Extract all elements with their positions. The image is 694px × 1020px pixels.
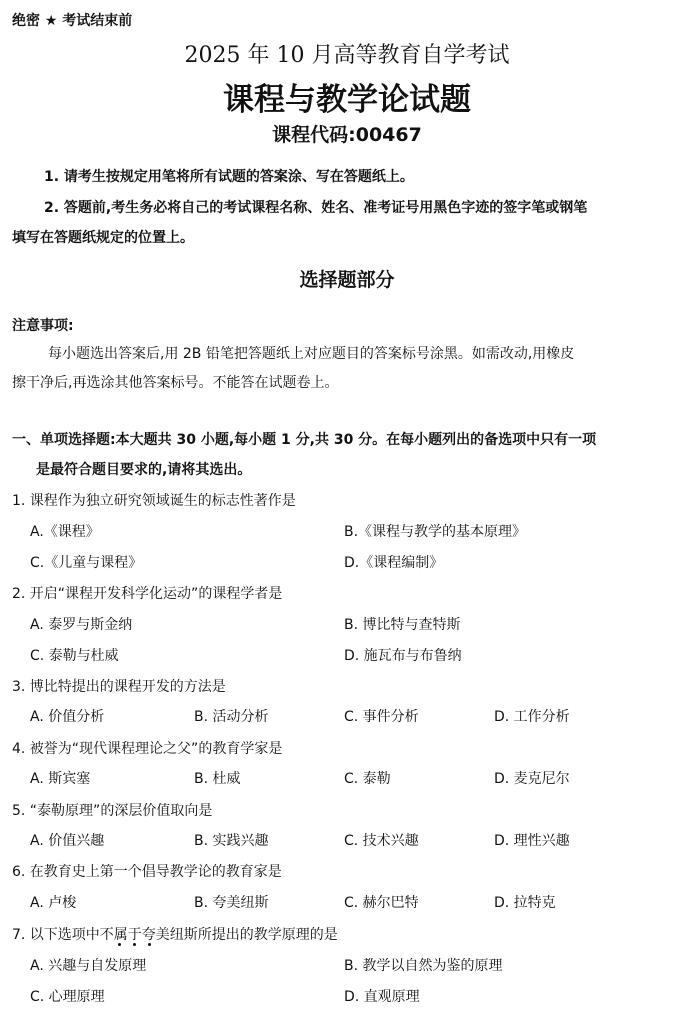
question-5-option-a: A. 价值兴趣 (30, 833, 105, 849)
question-3-option-c: C. 事件分析 (344, 709, 419, 725)
emphasis-dot (133, 943, 136, 946)
instruction-2-cont: 填写在答题纸规定的位置上。 (12, 230, 194, 246)
question-2-option-c: C. 泰勒与杜威 (30, 648, 119, 664)
question-3: 3. 博比特提出的课程开发的方法是 (12, 679, 226, 695)
question-6-option-c: C. 赫尔巴特 (344, 895, 419, 911)
question-4-option-b: B. 杜威 (194, 771, 241, 787)
question-3-option-b: B. 活动分析 (194, 709, 269, 725)
confidential-mark: 绝密 ★ 考试结束前 (12, 13, 133, 29)
question-3-option-a: A. 价值分析 (30, 709, 105, 725)
question-1-option-d: D.《课程编制》 (344, 555, 444, 571)
question-4-option-a: A. 斯宾塞 (30, 771, 91, 787)
section-heading-cont: 是最符合题目要求的,请将其选出。 (36, 462, 252, 478)
question-4-option-c: C. 泰勒 (344, 771, 391, 787)
question-1: 1. 课程作为独立研究领域诞生的标志性著作是 (12, 493, 296, 509)
question-2-option-a: A. 泰罗与斯金纳 (30, 617, 133, 633)
question-1-option-c: C.《儿童与课程》 (30, 555, 143, 571)
question-7-option-b: B. 教学以自然为鉴的原理 (344, 958, 503, 974)
instruction-2: 2. 答题前,考生务必将自己的考试课程名称、姓名、准考证号用黑色字迹的签字笔或钢笔 (44, 200, 588, 216)
section-heading: 一、单项选择题:本大题共 30 小题,每小题 1 分,共 30 分。在每小题列出的备选项中只有一项 (12, 432, 597, 448)
question-7: 7. 以下选项中不属于夸美纽斯所提出的教学原理的是 (12, 927, 338, 943)
question-7-option-a: A. 兴趣与自发原理 (30, 958, 147, 974)
question-6-option-b: B. 夸美纽斯 (194, 895, 269, 911)
question-2-option-b: B. 博比特与查特斯 (344, 617, 461, 633)
question-1-option-b: B.《课程与教学的基本原理》 (344, 524, 527, 540)
question-4-option-d: D. 麦克尼尔 (494, 771, 570, 787)
subject-code: 课程代码:00467 (272, 124, 422, 146)
exam-title: 2025 年 10 月高等教育自学考试 (184, 43, 510, 68)
emphasis-dot (148, 943, 151, 946)
question-7-option-c: C. 心理原理 (30, 989, 105, 1005)
question-2-option-d: D. 施瓦布与布鲁纳 (344, 648, 462, 664)
question-5: 5. “泰勒原理”的深层价值取向是 (12, 803, 213, 819)
question-1-option-a: A.《课程》 (30, 524, 100, 540)
question-3-option-d: D. 工作分析 (494, 709, 570, 725)
question-5-option-b: B. 实践兴趣 (194, 833, 269, 849)
question-6: 6. 在教育史上第一个倡导教学论的教育家是 (12, 864, 282, 880)
instruction-1: 1. 请考生按规定用笔将所有试题的答案涂、写在答题纸上。 (44, 169, 414, 185)
question-4: 4. 被誉为“现代课程理论之父”的教育学家是 (12, 741, 283, 757)
subject-title: 课程与教学论试题 (223, 82, 471, 118)
question-7-option-d: D. 直观原理 (344, 989, 420, 1005)
notes-line-1: 每小题选出答案后,用 2B 铅笔把答题纸上对应题目的答案标号涂黑。如需改动,用橡皮 (48, 346, 575, 362)
emphasis-dot (118, 943, 121, 946)
question-6-option-a: A. 卢梭 (30, 895, 77, 911)
question-6-option-d: D. 拉特克 (494, 895, 556, 911)
question-5-option-c: C. 技术兴趣 (344, 833, 419, 849)
question-5-option-d: D. 理性兴趣 (494, 833, 570, 849)
notes-line-2: 擦干净后,再选涂其他答案标号。不能答在试题卷上。 (12, 375, 339, 391)
notes-title: 注意事项: (12, 318, 74, 334)
part-heading: 选择题部分 (299, 269, 395, 291)
question-2: 2. 开启“课程开发科学化运动”的课程学者是 (12, 586, 283, 602)
